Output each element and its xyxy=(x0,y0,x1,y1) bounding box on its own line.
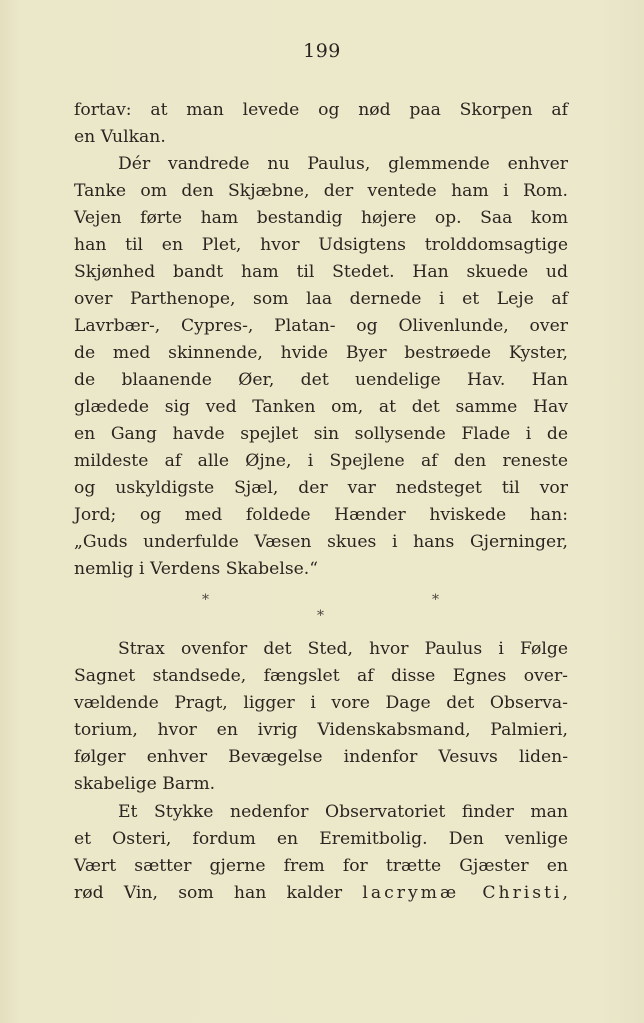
text-line: skabelige Barm. xyxy=(74,774,216,794)
text-line: Lavrbær-, Cypres-, Platan- og Olivenlunde, over xyxy=(74,316,568,336)
page-number: 199 xyxy=(303,40,341,62)
text-line: vældende Pragt, ligger i vore Dage det Observa- xyxy=(74,693,568,713)
text-line: Tanke om den Skjæbne, der ventede ham i Rom. xyxy=(74,181,568,201)
paragraph-paulus xyxy=(74,151,568,583)
text-line: Jord; og med foldede Hænder hviskede han: xyxy=(74,505,568,525)
paragraph-continuation xyxy=(74,97,568,151)
asterisk-icon: * xyxy=(317,608,324,624)
text-line: de med skinnende, hvide Byer bestrøede Kyster, xyxy=(74,343,568,363)
text-line: over Parthenope, som laa dernede i et Leje af xyxy=(74,289,568,309)
text-line: Vært sætter gjerne frem for trætte Gjæster en xyxy=(74,856,568,876)
text-line: fortav: at man levede og nød paa Skorpen af xyxy=(74,100,568,120)
text-line: Sagnet standsede, fængslet af disse Egnes over- xyxy=(74,666,568,686)
text-fragment: rød Vin, som han kalder xyxy=(74,883,363,903)
spaced-latin-term: lacrymæ Christi xyxy=(362,883,563,903)
text-line: han til en Plet, hvor Udsigtens trolddomsagtige xyxy=(74,235,568,255)
asterisk-icon: * xyxy=(432,592,439,608)
paragraph-osteri xyxy=(74,799,568,907)
paragraph-observatory xyxy=(74,636,568,798)
text-line: de blaanende Øer, det uendelige Hav. Han xyxy=(74,370,568,390)
text-line: „Guds underfulde Væsen skues i hans Gjerninger, xyxy=(74,532,568,552)
text-line: og uskyldigste Sjæl, der var nedsteget til vor xyxy=(74,478,568,498)
text-fragment: , xyxy=(562,883,568,903)
text-line: et Osteri, fordum en Eremitbolig. Den venlige xyxy=(74,829,568,849)
asterisk-icon: * xyxy=(202,592,209,608)
text-line: Skjønhed bandt ham til Stedet. Han skuede ud xyxy=(74,262,568,282)
text-line: mildeste af alle Øjne, i Spejlene af den reneste xyxy=(74,451,568,471)
text-line: følger enhver Bevægelse indenfor Vesuvs liden- xyxy=(74,747,568,767)
text-line: en Gang havde spejlet sin sollysende Flade i de xyxy=(74,424,568,444)
section-separator xyxy=(0,588,644,628)
text-line: Dér vandrede nu Paulus, glemmende enhver xyxy=(118,154,568,174)
text-line xyxy=(74,880,568,907)
text-line: Et Stykke nedenfor Observatoriet finder man xyxy=(118,802,568,822)
text-line: glædede sig ved Tanken om, at det samme Hav xyxy=(74,397,568,417)
text-line: en Vulkan. xyxy=(74,127,166,147)
text-line: Strax ovenfor det Sted, hvor Paulus i Følge xyxy=(118,639,568,659)
text-line: Vejen førte ham bestandig højere op. Saa kom xyxy=(74,208,568,228)
text-line: nemlig i Verdens Skabelse.“ xyxy=(74,559,319,579)
text-line: torium, hvor en ivrig Videnskabsmand, Palmieri, xyxy=(74,720,568,740)
